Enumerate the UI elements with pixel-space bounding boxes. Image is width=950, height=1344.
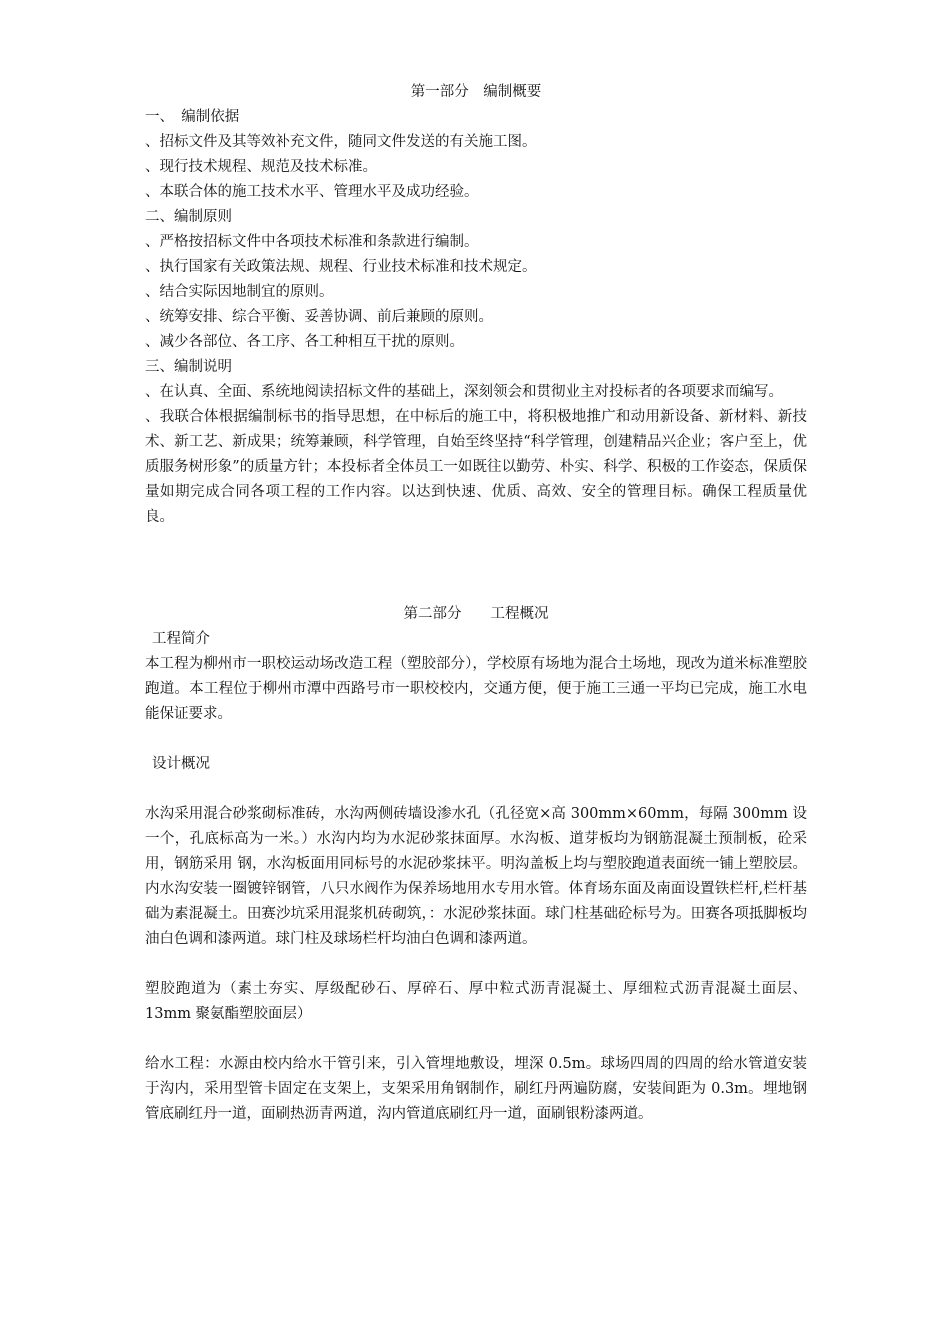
list-item: 、本联合体的施工技术水平、管理水平及成功经验。 bbox=[145, 184, 479, 200]
list-item: 、减少各部位、各工序、各工种相互干扰的原则。 bbox=[145, 334, 464, 350]
paragraph: 、我联合体根据编制标书的指导思想，在中标后的施工中，将积极地推广和动用新设备、新材料、新技术、新工艺、新成果；统筹兼顾，科学管理，自始至终坚持“科学管理，创建精品兴企业；客户至上，优质服务树形象”的质量方针；本投标者全体员工一如既往以勤劳、朴实、科学、积极的工作姿态，保质保量如期完成合同各项工程的工作内容。以达到快速、优质、高效、安全的管理目标。确保工程质量优良。 bbox=[145, 409, 807, 525]
list-item: 、结合实际因地制宜的原则。 bbox=[145, 284, 334, 300]
list-item: 、统筹安排、综合平衡、妥善协调、前后兼顾的原则。 bbox=[145, 309, 493, 325]
design-heading: 设计概况 bbox=[152, 756, 210, 772]
intro-heading: 工程简介 bbox=[152, 631, 210, 647]
list-item: 、严格按招标文件中各项技术标准和条款进行编制。 bbox=[145, 234, 479, 250]
list-item: 、现行技术规程、规范及技术标准。 bbox=[145, 159, 377, 175]
spacer bbox=[145, 777, 807, 802]
paragraph: 、在认真、全面、系统地阅读招标文件的基础上，深刻领会和贯彻业主对投标者的各项要求而编写。 bbox=[145, 384, 783, 400]
section1-heading: 一、 编制依据 bbox=[145, 109, 240, 125]
paragraph: 水沟采用混合砂浆砌标准砖，水沟两侧砖墙设渗水孔（孔径宽×高 300mm×60mm，每隔 300mm 设一个，孔底标高为一米。）水沟内均为水泥砂浆抹面厚。水沟板、道芽板均为钢筋混凝土预制板，砼采用，钢筋采用 钢，水沟板面用同标号的水泥砂浆抹平。明沟盖板上均与塑胶跑道表面统一铺上塑胶层。内水沟安装一圈镀锌钢管，八只水阀作为保养场地用水专用水管。体育场东面及南面设置铁栏杆,栏杆基础为素混凝土。田赛沙坑采用混浆机砖砌筑，：水泥砂浆抹面。球门柱基础砼标号为。田赛各项抵脚板均油白色调和漆两道。球门柱及球场栏杆均油白色调和漆两道。 bbox=[145, 806, 807, 947]
paragraph: 本工程为柳州市一职校运动场改造工程（塑胶部分），学校原有场地为混合土场地，现改为道米标准塑胶跑道。本工程位于柳州市潭中西路号市一职校校内，交通方便，便于施工三通一平均已完成，施工水电能保证要求。 bbox=[145, 656, 807, 722]
spacer bbox=[145, 1027, 807, 1052]
part1-title: 第一部分 编制概要 bbox=[410, 84, 542, 100]
document-page bbox=[145, 80, 807, 1127]
spacer bbox=[145, 530, 807, 602]
list-item: 、执行国家有关政策法规、规程、行业技术标准和技术规定。 bbox=[145, 259, 537, 275]
part2-title: 第二部分 工程概况 bbox=[403, 606, 549, 622]
spacer bbox=[145, 727, 807, 752]
list-item: 、招标文件及其等效补充文件，随同文件发送的有关施工图。 bbox=[145, 134, 537, 150]
paragraph: 给水工程：水源由校内给水干管引来，引入管埋地敷设，埋深 0.5m。球场四周的四周的给水管道安装于沟内，采用型管卡固定在支架上，支架采用角钢制作，刷红丹两遍防腐，安装间距为 0.3m。埋地钢管底刷红丹一道，面刷热沥青两道，沟内管道底刷红丹一道，面刷银粉漆两道。 bbox=[145, 1056, 807, 1122]
section2-heading: 二、编制原则 bbox=[145, 209, 232, 225]
spacer bbox=[145, 952, 807, 977]
paragraph: 塑胶跑道为（素土夯实、厚级配砂石、厚碎石、厚中粒式沥青混凝土、厚细粒式沥青混凝土面层、13mm 聚氨酯塑胶面层） bbox=[145, 981, 807, 1022]
section3-heading: 三、编制说明 bbox=[145, 359, 232, 375]
